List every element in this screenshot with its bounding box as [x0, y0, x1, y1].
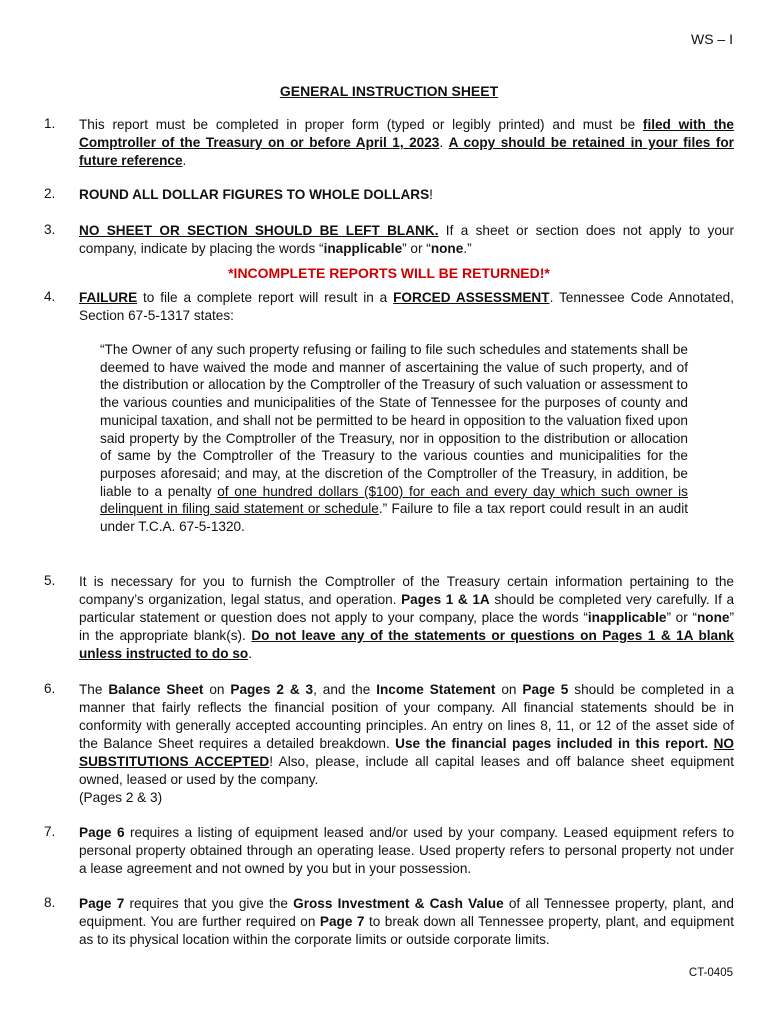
item-text: This report must be completed in proper form (typed or legibly printed) and must be filed with the Comptroller of the Treasury on or before April 1, 2023. A copy should be retained in your files for future reference. [79, 117, 734, 168]
item-text: ROUND ALL DOLLAR FIGURES TO WHOLE DOLLARS! [79, 187, 433, 202]
page-title: GENERAL INSTRUCTION SHEET [279, 83, 499, 99]
instruction-item-5 [44, 573, 734, 663]
item-number: 8. [44, 895, 56, 910]
instruction-item-2 [44, 186, 734, 204]
instruction-item-8 [44, 895, 734, 949]
instruction-item-4 [44, 289, 734, 325]
instruction-item-1 [44, 116, 734, 170]
item-text: Page 7 requires that you give the Gross Investment & Cash Value of all Tennessee property, plant, and equipment. You are further required on Page 7 to break down all Tennessee property, plant, and equipment as to its physical location within the corporate limits or outside corporate limits. [79, 896, 734, 947]
footer-form-code: CT-0405 [688, 967, 733, 979]
item-text: The Balance Sheet on Pages 2 & 3, and the Income Statement on Page 5 should be completed in a manner that fairly reflects the financial position of your company. All financial statements should be in conformity with generally accepted accounting principles. An entry on lines 8, 11, or 12 of the asset side of the Balance Sheet requires a detailed breakdown. Use the financial pages included in this report. NO SUBSTITUTIONS ACCEPTED! Also, please, include all capital leases and off balance sheet equipment owned, leased or used by the company. (Pages 2 & 3) [79, 682, 735, 805]
form-code: WS – I [690, 31, 733, 47]
statute-quote: “The Owner of any such property refusing or failing to file such schedules and statements shall be deemed to have waived the mode and manner of ascertaining the value of such property, and of the distribution or allocation by the Comptroller of the Treasury of such valuation or assessment to the various counties and municipalities of the State of Tennessee for the purposes of county and municipal taxation, and shall not be permitted to be heard in opposition to the valuation fixed upon said property by the Comptroller of the Treasury, nor in opposition to the distribution or allocation of same by the Comptroller of the Treasury to the various counties and municipalities for the purposes aforesaid; and may, at the discretion of the Comptroller of the Treasury, in addition, be liable to a penalty of one hundred dollars ($100) for each and every day which such owner is delinquent in filing said statement or schedule.” Failure to file a tax report could result in an audit under T.C.A. 67-5-1320. [100, 342, 688, 535]
instruction-item-6 [44, 681, 734, 807]
item-number: 7. [44, 824, 56, 839]
item-number: 1. [44, 116, 56, 131]
item-text: FAILURE to file a complete report will result in a FORCED ASSESSMENT. Tennessee Code Annotated, Section 67-5-1317 states: [79, 290, 734, 323]
incomplete-reports-warning: *INCOMPLETE REPORTS WILL BE RETURNED!* [228, 265, 550, 281]
item-number: 6. [44, 681, 56, 696]
item-number: 5. [44, 573, 56, 588]
instruction-item-7 [44, 824, 734, 878]
item-number: 3. [44, 222, 56, 237]
item-text: It is necessary for you to furnish the Comptroller of the Treasury certain information pertaining to the company’s organization, legal status, and operation. Pages 1 & 1A should be completed very carefully. If a particular statement or question does not apply to your company, place the words “inapplicable” or “none” in the appropriate blank(s). Do not leave any of the statements or questions on Pages 1 & 1A blank unless instructed to do so. [79, 574, 735, 661]
item-text: NO SHEET OR SECTION SHOULD BE LEFT BLANK. If a sheet or section does not apply to your company, indicate by placing the words “inapplicable” or “none.” [79, 223, 734, 256]
item-number: 4. [44, 289, 56, 304]
instruction-item-3 [44, 222, 734, 258]
item-text: Page 6 requires a listing of equipment leased and/or used by your company. Leased equipment refers to personal property obtained through an operating lease. Used property refers to personal property not under a lease agreement and not owned by you but in your possession. [79, 825, 735, 876]
item-number: 2. [44, 186, 56, 201]
